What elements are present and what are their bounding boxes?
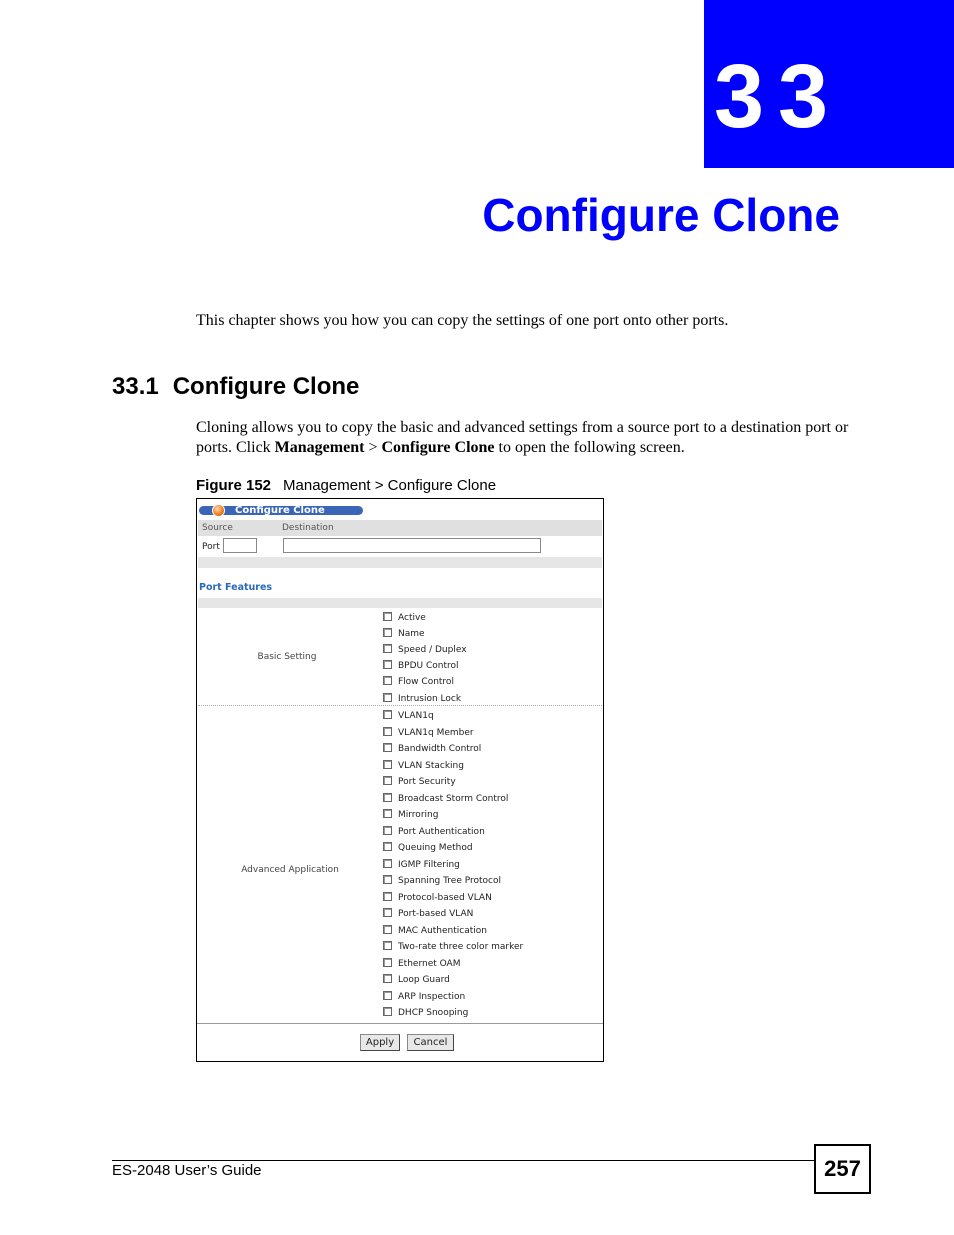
clone-option[interactable]	[383, 759, 464, 773]
menu-configure-clone: Configure Clone	[381, 439, 495, 456]
clone-option[interactable]	[383, 726, 474, 740]
option-label: Port Security	[398, 777, 456, 787]
checkbox-icon[interactable]	[383, 892, 392, 901]
checkbox-icon[interactable]	[383, 676, 392, 685]
screen-title-bar	[199, 506, 363, 515]
checkbox-icon[interactable]	[383, 612, 392, 621]
clone-option[interactable]	[383, 858, 460, 872]
checkbox-icon[interactable]	[383, 1007, 392, 1016]
checkbox-icon[interactable]	[383, 710, 392, 719]
option-label: ARP Inspection	[398, 991, 466, 1002]
option-label: Port Authentication	[398, 826, 485, 837]
checkbox-icon[interactable]	[383, 793, 392, 802]
clone-option[interactable]	[383, 742, 481, 756]
section-number: 33.1	[112, 373, 159, 400]
clone-option[interactable]	[383, 891, 492, 905]
checkbox-icon[interactable]	[383, 743, 392, 752]
clone-option[interactable]	[383, 692, 461, 706]
footer-rule	[112, 1160, 814, 1161]
option-label: Intrusion Lock	[398, 693, 462, 704]
checkbox-icon[interactable]	[383, 693, 392, 702]
apply-button[interactable]: Apply	[360, 1034, 400, 1051]
option-label: Broadcast Storm Control	[398, 793, 509, 804]
checkbox-icon[interactable]	[383, 628, 392, 637]
divider-bar	[198, 557, 602, 568]
checkbox-icon[interactable]	[383, 809, 392, 818]
clone-option[interactable]	[383, 643, 467, 657]
option-label: Loop Guard	[398, 975, 450, 985]
footer-guide-name: ES-2048 User’s Guide	[112, 1162, 262, 1179]
checkbox-icon[interactable]	[383, 908, 392, 917]
option-label: Name	[398, 629, 425, 640]
port-header-row	[198, 520, 602, 536]
section-title: Configure Clone	[172, 373, 360, 400]
clone-option[interactable]	[383, 874, 501, 888]
option-label: IGMP Filtering	[398, 859, 460, 870]
clone-option[interactable]	[383, 792, 508, 806]
checkbox-icon[interactable]	[383, 660, 392, 669]
option-label: VLAN1q	[398, 711, 434, 721]
option-label: Queuing Method	[398, 843, 473, 853]
destination-header: Destination	[282, 523, 334, 533]
group-separator	[198, 705, 602, 706]
advanced-application-label: Advanced Application	[241, 865, 339, 875]
option-label: Protocol-based VLAN	[398, 892, 492, 903]
figure-caption-text: Management > Configure Clone	[283, 477, 497, 494]
checkbox-icon[interactable]	[383, 727, 392, 736]
destination-port-input[interactable]	[283, 538, 541, 553]
clone-option[interactable]	[383, 957, 460, 971]
section-heading	[112, 373, 359, 401]
source-header: Source	[202, 523, 233, 533]
para-text-2: to open the following screen.	[494, 439, 685, 456]
checkbox-icon[interactable]	[383, 842, 392, 851]
chapter-number: 33	[714, 47, 843, 147]
option-label: Ethernet OAM	[398, 958, 461, 969]
checkbox-icon[interactable]	[383, 941, 392, 950]
clone-option[interactable]	[383, 973, 450, 987]
option-label: VLAN1q Member	[398, 727, 474, 738]
clone-option[interactable]	[383, 825, 485, 839]
orb-icon	[212, 504, 225, 517]
option-label: Spanning Tree Protocol	[398, 876, 502, 886]
option-label: VLAN Stacking	[398, 760, 464, 771]
option-label: Two-rate three color marker	[398, 942, 524, 952]
button-separator	[197, 1023, 603, 1024]
page-number: 257	[814, 1144, 871, 1194]
checkbox-icon[interactable]	[383, 776, 392, 785]
screen-title: Configure Clone	[235, 505, 325, 516]
checkbox-icon[interactable]	[383, 644, 392, 653]
checkbox-icon[interactable]	[383, 826, 392, 835]
clone-option[interactable]	[383, 659, 459, 673]
port-features-label: Port Features	[199, 582, 273, 593]
para-text-1: Cloning allows you to copy the basic and advanced settings from a source port to a destination port or ports. Click	[196, 419, 849, 456]
clone-option[interactable]	[383, 627, 425, 641]
para-sep: >	[364, 439, 382, 456]
option-label: BPDU Control	[398, 661, 459, 672]
clone-option[interactable]	[383, 841, 473, 855]
clone-option[interactable]	[383, 940, 523, 954]
menu-management: Management	[274, 439, 365, 456]
option-label: Flow Control	[398, 677, 454, 688]
chapter-title: Configure Clone	[482, 189, 840, 241]
option-label: Active	[398, 613, 426, 623]
clone-option[interactable]	[383, 990, 465, 1004]
source-port-input[interactable]	[223, 538, 257, 553]
clone-option[interactable]	[383, 907, 473, 921]
option-label: Port-based VLAN	[398, 909, 474, 919]
checkbox-icon[interactable]	[383, 991, 392, 1000]
figure-caption	[196, 477, 496, 494]
configure-clone-screen	[196, 498, 604, 1062]
option-label: Bandwidth Control	[398, 744, 482, 754]
option-label: MAC Authentication	[398, 925, 487, 936]
figure-label: Figure 152	[196, 477, 272, 494]
port-label: Port	[202, 542, 220, 552]
clone-option[interactable]	[383, 1006, 468, 1020]
clone-option[interactable]	[383, 611, 426, 625]
clone-option[interactable]	[383, 709, 434, 723]
clone-option[interactable]	[383, 775, 456, 789]
intro-paragraph: This chapter shows you how you can copy the settings of one port onto other ports.	[196, 312, 729, 329]
cancel-button[interactable]: Cancel	[407, 1034, 454, 1051]
option-label: Mirroring	[398, 810, 439, 820]
option-label: Speed / Duplex	[398, 645, 467, 656]
clone-option[interactable]	[383, 808, 438, 822]
option-label: DHCP Snooping	[398, 1008, 469, 1018]
clone-option[interactable]	[383, 924, 487, 938]
checkbox-icon[interactable]	[383, 974, 392, 983]
checkbox-icon[interactable]	[383, 875, 392, 884]
clone-option[interactable]	[383, 675, 454, 689]
body-paragraph	[196, 418, 856, 458]
divider-bar	[198, 598, 602, 608]
checkbox-icon[interactable]	[383, 925, 392, 934]
basic-setting-label: Basic Setting	[257, 652, 317, 662]
checkbox-icon[interactable]	[383, 859, 392, 868]
checkbox-icon[interactable]	[383, 958, 392, 967]
port-input-row	[198, 536, 602, 557]
checkbox-icon[interactable]	[383, 760, 392, 769]
